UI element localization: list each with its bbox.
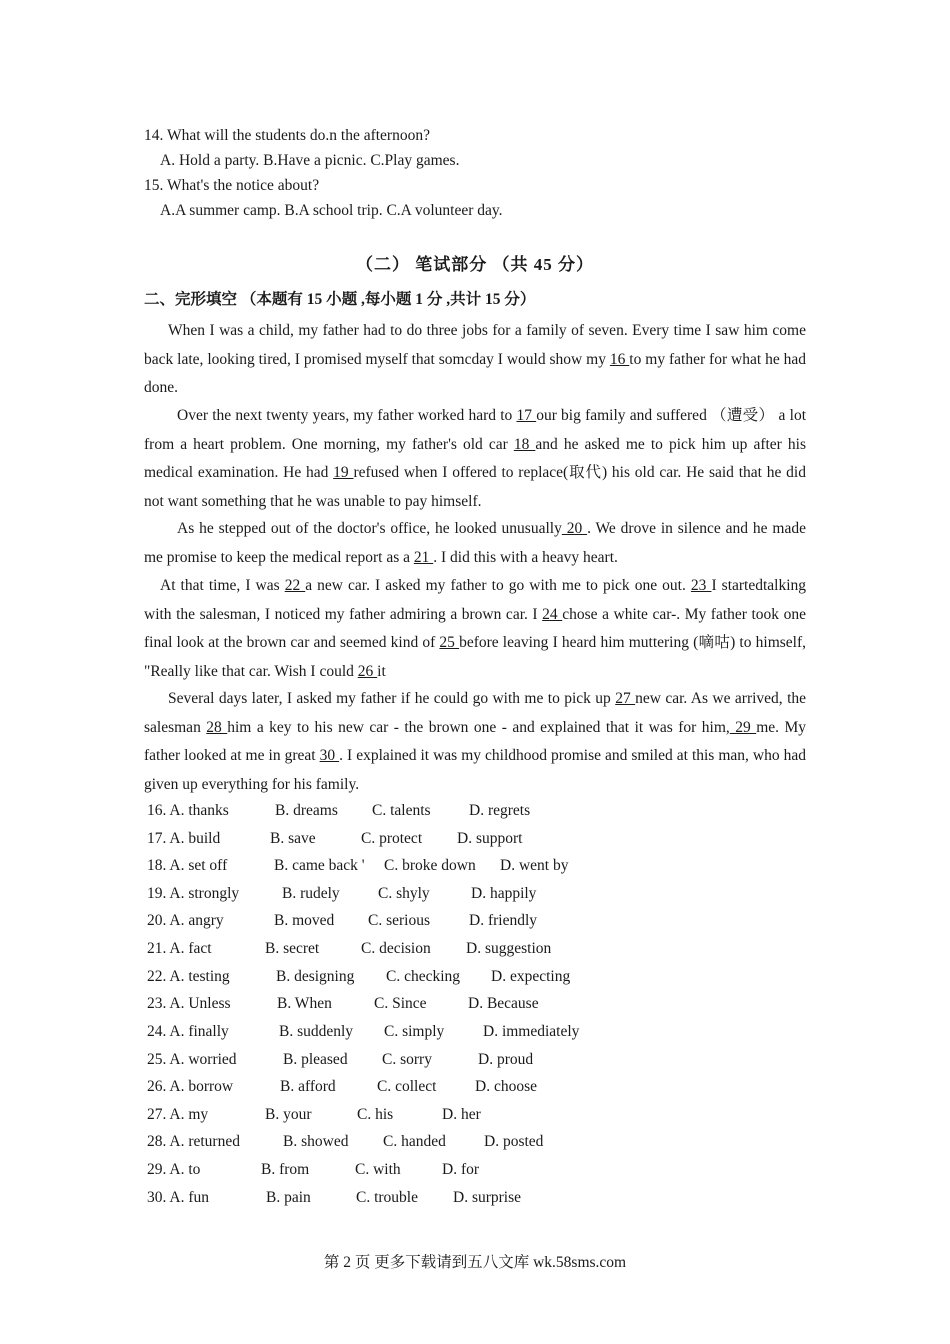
blank-22: 22: [284, 577, 306, 594]
passage-text: him a key to his new car - the brown one - and explained that it was for him,: [227, 718, 730, 736]
option-c: C. trouble: [356, 1189, 418, 1206]
section-title: （二） 笔试部分 （共 45 分）: [356, 255, 594, 274]
option-a: 26. A. borrow: [147, 1078, 234, 1095]
option-c: C. handed: [383, 1133, 446, 1150]
option-a: 25. A. worried: [147, 1051, 237, 1068]
blank-29: 29: [729, 718, 757, 736]
passage-text: to my father for what he had done.: [144, 350, 807, 396]
option-b: B. from: [261, 1161, 310, 1178]
option-c: C. protect: [361, 830, 423, 847]
question-14-options: A. Hold a party. B.Have a picnic. C.Play games.: [160, 152, 460, 169]
blank-16: 16: [609, 350, 630, 368]
question-15-options: A.A summer camp. B.A school trip. C.A volunteer day.: [160, 202, 503, 219]
passage-text: At that time, I was: [160, 577, 285, 594]
passage-paragraph-1: [144, 317, 806, 403]
option-c: C. sorry: [382, 1051, 432, 1068]
passage-text: When I was a child, my father had to do three jobs for a family of seven. Every time I saw him come back late, looking tired, I promised myself that somcday I would show my: [144, 322, 806, 368]
blank-27: 27: [615, 690, 636, 707]
blank-17: 17: [516, 407, 537, 424]
option-a: 29. A. to: [147, 1161, 201, 1178]
passage-text: . I did this with a heavy heart.: [433, 548, 618, 566]
passage-text: before leaving I heard him muttering (嘀咕) to himself, "Really like that car. Wish I could: [144, 634, 806, 680]
blank-24: 24: [542, 605, 563, 623]
option-c: C. shyly: [378, 885, 430, 902]
option-d: D. surprise: [453, 1189, 522, 1206]
passage-text: . We drove in silence and he made me promise to keep the medical report as a: [144, 520, 806, 566]
option-a: 18. A. set off: [147, 857, 228, 874]
blank-23: 23: [690, 577, 712, 594]
option-a: 17. A. build: [147, 830, 221, 847]
passage-text: and he asked me to pick him up after his medical examination. He had: [144, 435, 806, 481]
option-c: C. with: [355, 1161, 401, 1178]
option-d: D. expecting: [491, 968, 571, 985]
option-c: C. simply: [384, 1023, 445, 1040]
passage-text: As he stepped out of the doctor's office, he looked unusually: [177, 520, 562, 537]
option-b: B. suddenly: [279, 1023, 354, 1040]
part-title: 二、完形填空 （本题有 15 小题 ,每小题 1 分 ,共计 15 分）: [144, 291, 536, 308]
question-14: 14. What will the students do.n the afternoon?: [144, 127, 430, 144]
option-d: D. choose: [475, 1078, 537, 1095]
option-d: D. her: [442, 1106, 481, 1123]
passage-text: . I explained it was my childhood promise and smiled at this man, who had given up everything for his family.: [144, 747, 807, 793]
option-a: 16. A. thanks: [147, 802, 229, 819]
option-c: C. checking: [386, 968, 461, 985]
passage-paragraph-3: [144, 515, 806, 572]
option-b: B. pain: [266, 1189, 311, 1206]
question-15: 15. What's the notice about?: [144, 177, 320, 194]
blank-30: 30: [319, 747, 340, 764]
passage-paragraph-2: [144, 402, 806, 516]
option-d: D. support: [457, 830, 523, 847]
passage-text: me. My father looked at me in great: [144, 718, 806, 764]
option-c: C. broke down: [384, 857, 476, 874]
option-b: B. afford: [280, 1078, 336, 1095]
blank-25: 25: [439, 634, 460, 651]
passage-text: it: [377, 662, 386, 680]
option-a: 20. A. angry: [147, 912, 224, 929]
option-d: D. went by: [500, 857, 569, 874]
option-d: D. regrets: [469, 802, 531, 819]
option-b: B. your: [265, 1106, 312, 1123]
option-d: D. Because: [468, 995, 539, 1012]
option-a: 27. A. my: [147, 1106, 209, 1123]
option-b: B. pleased: [283, 1051, 348, 1068]
option-c: C. collect: [377, 1078, 437, 1095]
passage-text: Over the next twenty years, my father worked hard to: [177, 407, 517, 424]
option-b: B. When: [277, 995, 332, 1012]
passage-text: I startedtalking with the salesman, I noticed my father admiring a brown car. I: [144, 577, 807, 623]
passage-text: chose a white car-. My father took one final look at the brown car and seemed kind of: [144, 605, 806, 651]
option-b: B. dreams: [275, 802, 338, 819]
option-b: B. save: [270, 830, 316, 847]
option-d: D. friendly: [469, 912, 538, 929]
passage-text: our big family and suffered （遭受） a lot from a heart problem. One morning, my father's old car: [144, 407, 807, 453]
passage-text: Several days later, I asked my father if he could go with me to pick up: [168, 690, 616, 707]
option-d: D. for: [442, 1161, 480, 1178]
passage-paragraph-4: [144, 572, 806, 686]
option-d: D. posted: [484, 1133, 544, 1150]
option-a: 22. A. testing: [147, 968, 230, 985]
passage-text: refused when I offered to replace(取代) his old car. He said that he did not want something that he was unable to pay himself.: [144, 464, 806, 510]
option-a: 30. A. fun: [147, 1189, 209, 1206]
passage-text: a new car. I asked my father to go with me to pick one out.: [305, 577, 691, 594]
blank-26: 26: [357, 662, 378, 680]
option-b: B. secret: [265, 940, 320, 957]
page-footer: 第 2 页 更多下载请到五八文库 wk.58sms.com: [323, 1254, 627, 1271]
option-b: B. moved: [274, 912, 335, 929]
option-c: C. his: [357, 1106, 394, 1123]
option-c: C. talents: [372, 802, 431, 819]
option-a: 28. A. returned: [147, 1133, 240, 1150]
option-d: D. happily: [471, 885, 537, 902]
option-d: D. suggestion: [466, 940, 552, 957]
option-a: 23. A. Unless: [147, 995, 231, 1012]
option-a: 24. A. finally: [147, 1023, 229, 1040]
option-d: D. immediately: [483, 1023, 580, 1040]
passage-text: new car. As we arrived, the salesman: [144, 690, 807, 736]
blank-21: 21: [413, 548, 434, 566]
option-c: C. serious: [368, 912, 430, 929]
option-a: 21. A. fact: [147, 940, 212, 957]
option-b: B. designing: [276, 968, 355, 985]
option-a: 19. A. strongly: [147, 885, 240, 902]
passage-paragraph-5: [144, 685, 806, 799]
option-c: C. Since: [374, 995, 427, 1012]
option-b: B. came back ': [274, 857, 365, 874]
blank-28: 28: [206, 718, 228, 736]
option-c: C. decision: [361, 940, 431, 957]
option-b: B. rudely: [282, 885, 340, 902]
blank-20: 20: [561, 520, 588, 537]
option-b: B. showed: [283, 1133, 349, 1150]
blank-19: 19: [333, 464, 354, 481]
option-d: D. proud: [478, 1051, 534, 1068]
blank-18: 18: [513, 435, 536, 453]
